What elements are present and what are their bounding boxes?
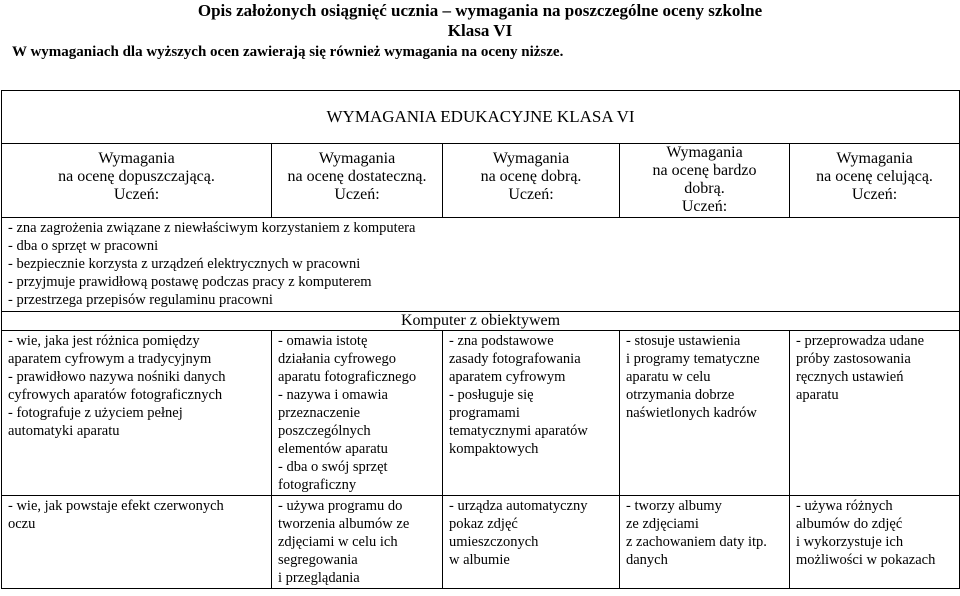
list-item: - zna zagrożenia związane z niewłaściwym korzystaniem z komputera (8, 220, 416, 236)
list-item: - wie, jak powstaje efekt czerwonych (8, 498, 224, 514)
list-item: - fotografuje z użyciem pełnej (8, 405, 183, 421)
list-item: oczu (8, 516, 36, 532)
list-item: zdjęciami w celu ich (278, 534, 398, 550)
list-item: automatyki aparatu (8, 423, 120, 439)
list-item: kompaktowych (449, 441, 539, 457)
list-item: - urządza automatyczny (449, 498, 588, 514)
header-student: Uczeń: (851, 186, 898, 203)
list-item: - przeprowadza udane (796, 333, 925, 349)
header-bardzo-dobra (620, 144, 790, 218)
list-item: - tworzy albumy (626, 498, 722, 514)
list-item: aparatem cyfrowym a tradycyjnym (8, 351, 212, 367)
list-item: i wykorzystuje ich (796, 534, 904, 550)
cell-dostateczna (272, 331, 443, 496)
list-item: - dba o swój sprzęt (278, 459, 388, 475)
cell-bardzo-dobra (620, 331, 790, 496)
class-label: Klasa VI (447, 21, 513, 40)
list-item: cyfrowych aparatów fotograficznych (8, 387, 223, 403)
list-item: i programy tematyczne (626, 351, 760, 367)
general-requirements-row (2, 218, 960, 312)
list-item: - przestrzega przepisów regulaminu pracowni (8, 292, 273, 308)
cell-bardzo-dobra (620, 496, 790, 589)
list-item: - wie, jaka jest różnica pomiędzy (8, 333, 200, 349)
list-item: albumów do zdjęć (796, 516, 903, 532)
header-grade: na ocenę dostateczną. (287, 168, 427, 185)
list-item: ręcznych ustawień (796, 369, 904, 385)
list-item: - prawidłowo nazywa nośniki danych (8, 369, 226, 385)
list-item: - omawia istotę (278, 333, 368, 349)
list-item: z zachowaniem daty itp. (626, 534, 767, 550)
cell-dostateczna (272, 496, 443, 589)
list-item: tworzenia albumów ze (278, 516, 410, 532)
cell-dobra (443, 496, 620, 589)
list-item: - zna podstawowe (449, 333, 554, 349)
section-heading: Komputer z obiektywem (2, 312, 960, 331)
list-item: - używa różnych (796, 498, 893, 514)
header-celujaca (790, 144, 960, 218)
table-row (2, 331, 960, 496)
cell-dopuszczajaca (2, 331, 272, 496)
list-item: otrzymania dobrze (626, 387, 735, 403)
cell-celujaca (790, 331, 960, 496)
list-item: - posługuje się (449, 387, 534, 403)
list-item: działania cyfrowego (278, 351, 396, 367)
document-title: Opis założonych osiągnięć ucznia – wymagania na poszczególne oceny szkolne (197, 1, 763, 20)
header-student: Uczeń: (334, 186, 380, 203)
header-student: Uczeń: (508, 186, 554, 203)
list-item: naświetlonych kadrów (626, 405, 757, 421)
list-item: aparatu (796, 387, 839, 403)
list-item: próby zastosowania (796, 351, 911, 367)
list-item: ze zdjęciami (626, 516, 699, 532)
header-grade: na ocenę dobrą. (480, 168, 582, 185)
list-item: - stosuje ustawienia (626, 333, 741, 349)
list-item: i przeglądania (278, 570, 360, 586)
list-item: zasady fotografowania (449, 351, 581, 367)
table-title: WYMAGANIA EDUKACYJNE KLASA VI (2, 91, 960, 144)
header-label: Wymagania (492, 150, 570, 167)
header-grade: na ocenę celującą. (816, 168, 933, 185)
header-label: Wymagania (318, 150, 396, 167)
header-grade: na ocenę dopuszczającą. (58, 168, 215, 185)
list-item: aparatu fotograficznego (278, 369, 417, 385)
list-item: aparatu w celu (626, 369, 711, 385)
header-label: Wymagania (666, 144, 743, 161)
header-label: Wymagania (836, 150, 913, 167)
header-grade: na ocenę bardzo dobrą. (652, 162, 757, 197)
header-dostateczna (272, 144, 443, 218)
list-item: danych (626, 552, 668, 568)
header-label: Wymagania (98, 150, 175, 167)
list-item: - nazywa i omawia (278, 387, 388, 403)
list-item: segregowania (278, 552, 358, 568)
header-student: Uczeń: (681, 198, 728, 215)
general-requirements (2, 218, 960, 312)
requirements-note: W wymaganiach dla wyższych ocen zawierają się również wymagania na oceny niższe. (12, 44, 564, 60)
list-item: możliwości w pokazach (796, 552, 936, 568)
list-item: aparatem cyfrowym (449, 369, 566, 385)
cell-dobra (443, 331, 620, 496)
list-item: umieszczonych (449, 534, 539, 550)
grade-headers-row (2, 144, 960, 218)
header-dobra (443, 144, 620, 218)
list-item: elementów aparatu (278, 441, 388, 457)
list-item: przeznaczenie (278, 405, 361, 421)
header-dopuszczajaca (2, 144, 272, 218)
cell-dopuszczajaca (2, 496, 272, 589)
list-item: - przyjmuje prawidłową postawę podczas pracy z komputerem (8, 274, 372, 290)
list-item: - bezpiecznie korzysta z urządzeń elektrycznych w pracowni (8, 256, 361, 272)
list-item: poszczególnych (278, 423, 371, 439)
list-item: w albumie (449, 552, 510, 568)
list-item: - używa programu do (278, 498, 403, 514)
requirements-table (1, 90, 960, 589)
list-item: tematycznymi aparatów (449, 423, 588, 439)
list-item: programami (449, 405, 520, 421)
cell-celujaca (790, 496, 960, 589)
list-item: fotograficzny (278, 477, 357, 493)
list-item: pokaz zdjęć (449, 516, 518, 532)
table-row (2, 496, 960, 589)
list-item: - dba o sprzęt w pracowni (8, 238, 159, 254)
header-student: Uczeń: (113, 186, 160, 203)
